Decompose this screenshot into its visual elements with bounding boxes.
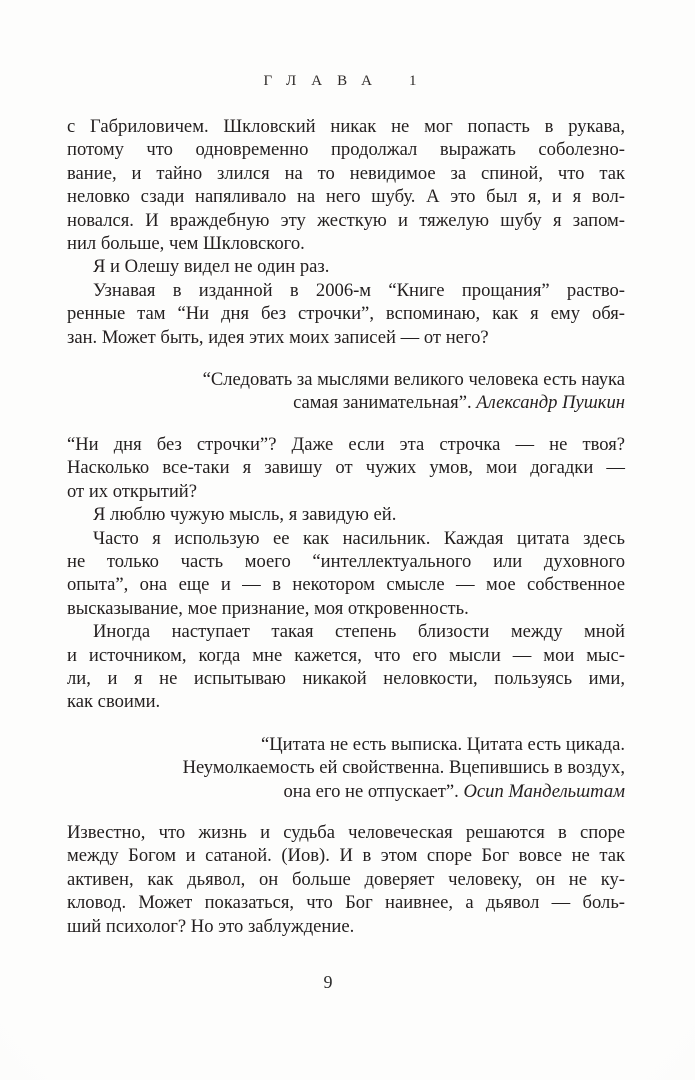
text-line: нил больше, чем Шкловского.	[67, 233, 305, 255]
text-line: Часто я использую ее как насильник. Каждая цитата здесь	[93, 527, 625, 549]
body-paragraph	[67, 433, 625, 503]
body-paragraph	[67, 503, 625, 526]
text-line: активен, как дьявол, он больше доверяет человеку, он не ку-	[67, 868, 625, 890]
text-line: опыта”, она еще и — в некотором смысле — мое собственное	[67, 574, 625, 596]
quote-line: “Следовать за мыслями великого человека есть наука	[202, 369, 625, 391]
text-line: Насколько все-таки я завишу от чужих умов, мои догадки —	[67, 457, 625, 479]
text-column	[67, 115, 625, 938]
page-number: 9	[323, 972, 333, 992]
body-paragraph	[67, 279, 625, 349]
quote-attribution: Осип Мандельштам	[463, 780, 625, 802]
chapter-label: ГЛАВА	[263, 73, 387, 89]
text-line: ренные там “Ни дня без строчки”, вспоминаю, как я ему обя-	[67, 303, 625, 325]
text-line: от их открытий?	[67, 480, 198, 502]
quote-line: “Цитата не есть выписка. Цитата есть цикада.	[260, 733, 625, 755]
text-line: высказывание, мое признание, моя откровенность.	[67, 597, 469, 619]
text-line: вание, и тайно злился на то невидимое за спиной, что так	[67, 162, 625, 184]
epigraph-quote	[67, 733, 625, 803]
text-line: ли, и я не испытываю никакой неловкости, пользуясь ими,	[67, 667, 625, 689]
text-line: Известно, что жизнь и судьба человеческая решаются в споре	[67, 821, 625, 843]
text-line: Я люблю чужую мысль, я завидую ей.	[93, 504, 397, 526]
text-line: как своими.	[67, 691, 161, 713]
text-line: Иногда наступает такая степень близости между мной	[93, 621, 625, 643]
text-line: между Богом и сатаной. (Иов). И в этом споре Бог вовсе не так	[67, 845, 625, 867]
text-line: с Габриловичем. Шкловский никак не мог попасть в рукава,	[67, 116, 625, 137]
body-paragraph	[67, 255, 625, 278]
text-line: потому что одновременно продолжал выражать соболезно-	[67, 139, 625, 161]
text-line: неловко сзади напяливало на него шубу. А это был я, и я вол-	[67, 186, 625, 208]
text-line: и источником, когда мне кажется, что его мысли — мои мыс-	[67, 644, 625, 666]
quote-line	[67, 391, 625, 414]
quote-text: она его не отпускает”.	[283, 780, 459, 802]
body-paragraph	[67, 527, 625, 621]
epigraph-quote	[67, 368, 625, 415]
chapter-header	[0, 73, 695, 90]
text-line: кловод. Может показаться, что Бог наивнее, а дьявол — боль-	[67, 892, 625, 914]
body-paragraph	[67, 115, 625, 255]
text-line: зан. Может быть, идея этих моих записей — от него?	[67, 326, 489, 348]
text-line: ший психолог? Но это заблуждение.	[67, 915, 355, 937]
chapter-number: 1	[408, 73, 432, 89]
quote-line: Неумолкаемость ей свойственна. Вцепившись в воздух,	[182, 757, 625, 779]
quote-line	[67, 780, 625, 803]
quote-text: самая занимательная”.	[293, 392, 472, 414]
body-paragraph	[67, 620, 625, 714]
quote-attribution: Александр Пушкин	[476, 392, 625, 414]
text-line: “Ни дня без строчки”? Даже если эта строчка — не твоя?	[67, 433, 625, 455]
text-line: Узнавая в изданной в 2006-м “Книге прощания” раство-	[93, 279, 625, 301]
text-line: Я и Олешу видел не один раз.	[93, 256, 330, 278]
body-paragraph	[67, 821, 625, 938]
text-line: не только часть моего “интеллектуального или духовного	[67, 550, 625, 572]
text-line: новался. И враждебную эту жесткую и тяжелую шубу я запом-	[67, 209, 625, 231]
